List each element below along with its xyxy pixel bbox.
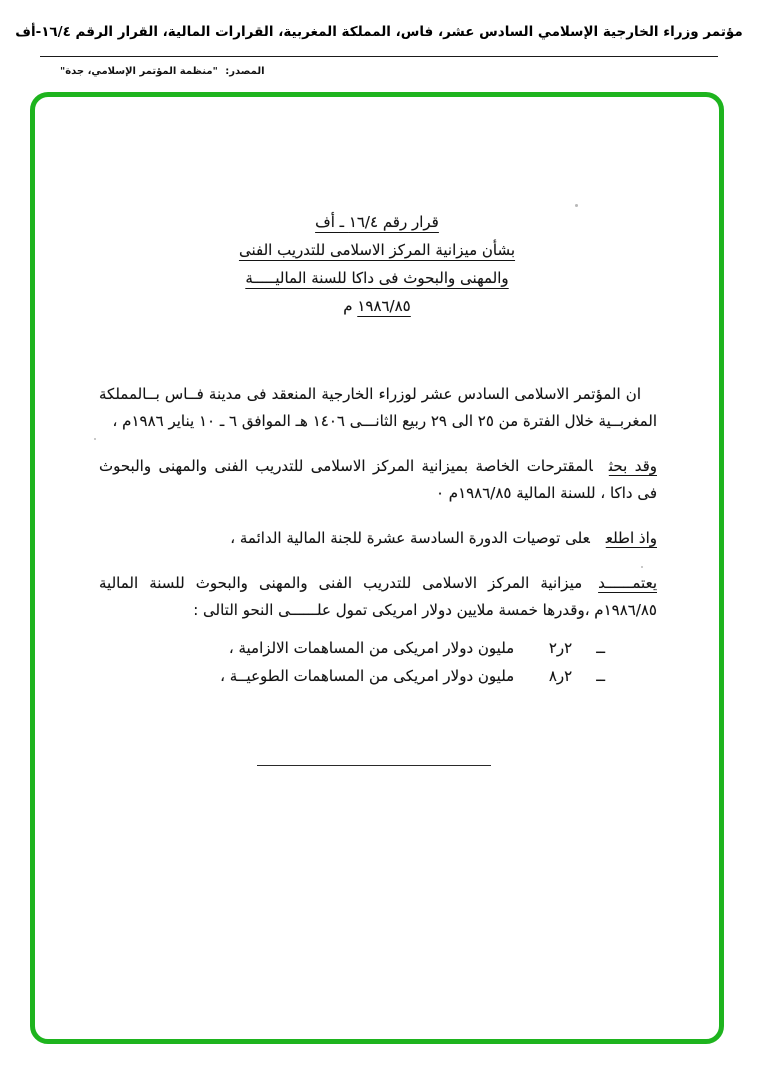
header-divider (40, 56, 718, 57)
item-text: مليون دولار امريكى من المساهمات الالزامية ، (228, 639, 515, 657)
noted-paragraph (99, 525, 657, 552)
noted-lead: واذ اطلع (605, 529, 657, 547)
resolution-body (99, 381, 657, 690)
resolution-number-row (35, 209, 719, 236)
reviewed-text: المقترحات الخاصة بميزانية المركز الاسلامى للتدريب الفنى والمهنى والبحوث فى داكا ، للسنة المالية ١٩٨٦/٨٥م ٠ (99, 457, 657, 502)
source-line (56, 66, 265, 77)
adopts-paragraph (99, 570, 657, 624)
dash-icon: ــ (596, 639, 605, 657)
amount-value: ٢ر٨ (548, 667, 573, 685)
amount-value: ٢ر٢ (548, 639, 573, 657)
adopts-text: ميزانية المركز الاسلامى للتدريب الفنى والمهنى والبحوث للسنة المالية ١٩٨٦/٨٥م ،وقدرها خمسة ملايين دولار امريكى تمول علــــــى النحو التالى : (99, 574, 657, 619)
adopts-lead: يعتمــــــد (598, 574, 657, 592)
scan-noise (94, 438, 96, 440)
source-value: "منظمة المؤتمر الإسلامي، جدة" (60, 66, 218, 77)
resolution-year-row (35, 293, 719, 320)
funding-item-voluntary (99, 662, 605, 690)
scanned-document-frame (30, 92, 724, 1044)
page-header-title: مؤتمر وزراء الخارجية الإسلامي السادس عشر، فاس، المملكة المغربية، القرارات المالية، القرار الرقم ١٦/٤-أف (15, 24, 743, 40)
scan-noise (575, 204, 578, 207)
preamble-paragraph: ان المؤتمر الاسلامى السادس عشر لوزراء الخارجية المنعقد فى مدينة فــاس بــالمملكة المغربــية خلال الفترة من ٢٥ الى ٢٩ ربيع الثانـــى ١٤٠٦ هـ الموافق ٦ ـ ١٠ يناير ١٩٨٦م ، (99, 385, 657, 430)
resolution-subject-line-1: بشأن ميزانية المركز الاسلامى للتدريب الفنى (238, 241, 516, 259)
resolution-subject-row-2 (35, 265, 719, 292)
resolution-year-suffix: م (343, 297, 353, 315)
noted-text: على توصيات الدورة السادسة عشرة للجنة المالية الدائمة ، (230, 529, 590, 547)
resolution-number: قرار رقم ١٦/٤ ـ أف (315, 213, 439, 231)
funding-item-mandatory (99, 634, 605, 662)
scan-noise (641, 566, 643, 568)
resolution-title-block (35, 209, 719, 321)
resolution-fiscal-year: ١٩٨٦/٨٥ (357, 297, 411, 315)
source-label: المصدر: (225, 66, 265, 77)
reviewed-lead: وقد بحث (608, 457, 657, 475)
reviewed-paragraph (99, 453, 657, 507)
item-text: مليون دولار امريكى من المساهمات الطوعيــة ، (220, 667, 515, 685)
dash-icon: ــ (596, 667, 605, 685)
resolution-subject-line-2: والمهنى والبحوث فى داكا للسنة الماليـــــة (245, 269, 509, 287)
resolution-subject-row-1 (35, 237, 719, 264)
funding-list (99, 634, 657, 690)
footnote-rule (257, 765, 491, 766)
